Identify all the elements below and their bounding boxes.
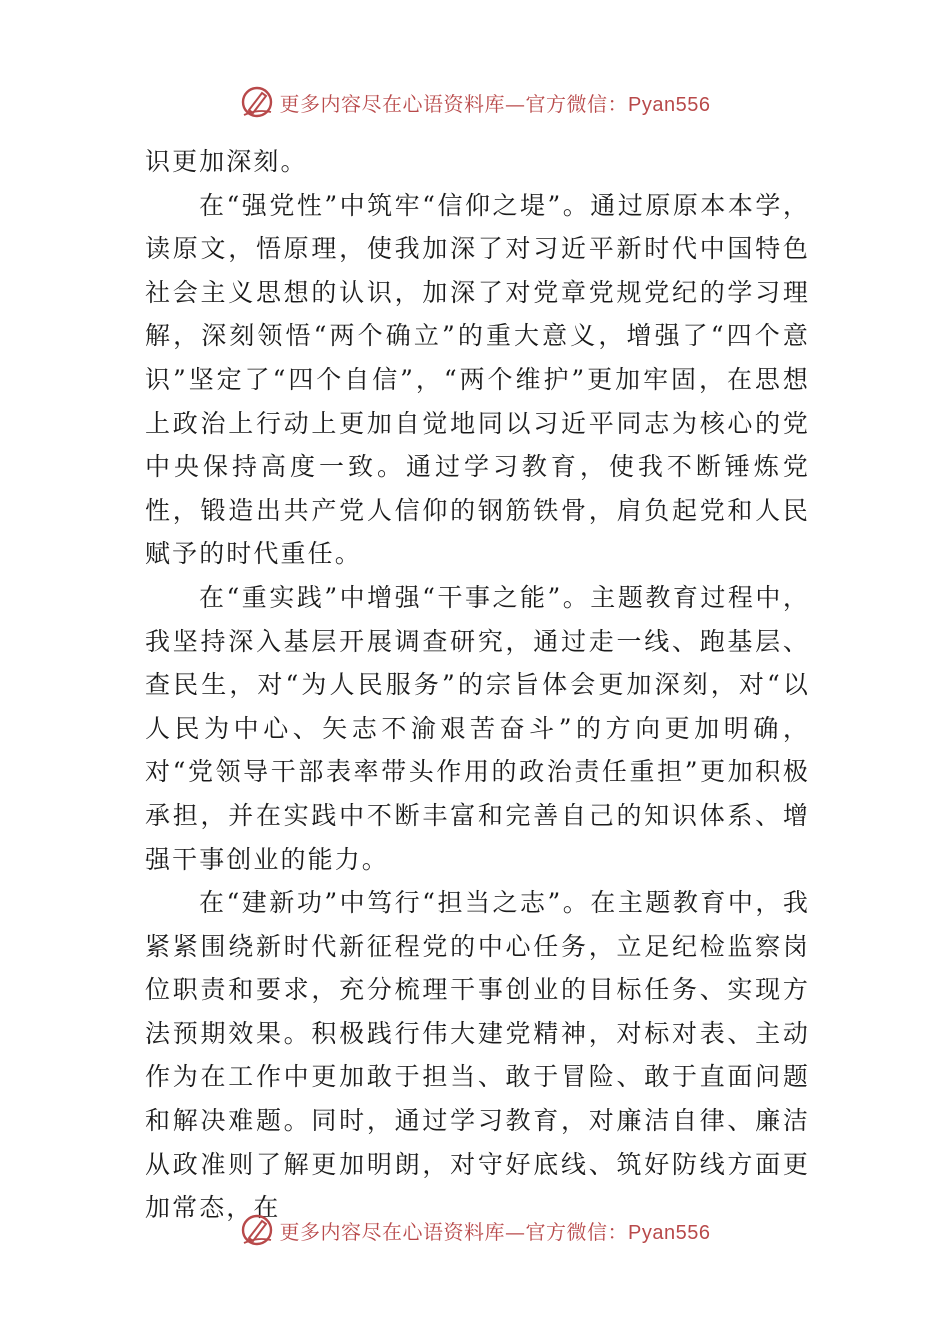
pen-circle-logo-icon — [240, 85, 274, 119]
footer-watermark-banner — [0, 1210, 950, 1250]
watermark-text — [280, 1216, 711, 1245]
paragraph-continuation: 识更加深刻。 — [145, 147, 308, 176]
paragraph-build-new-merit: 在“建新功”中笃行“担当之志”。在主题教育中，我紧紧围绕新时代新征程党的中心任务，立足纪检监察岗位职责和要求，充分梳理干事创业的目标任务、实现方法预期效果。积极践行伟大建党精神，对标对表、主动作为在工作中更加敢于担当、敢于冒险、敢于直面问题和解决难题。同时，通过学习教育，对廉洁自律、廉洁从政准则了解更加明朗，对守好底线、筑好防线方面更加常态，在 — [145, 888, 810, 1223]
watermark-main-text: 更多内容尽在心语资料库—官方微信： — [279, 1219, 629, 1244]
watermark-wechat-id: Pyan556 — [628, 1221, 711, 1244]
header-watermark-banner — [0, 82, 950, 122]
paragraph-strengthen-party-spirit: 在“强党性”中筑牢“信仰之堤”。通过原原本本学，读原文，悟原理，使我加深了对习近平新时代中国特色社会主义思想的认识，加深了对党章党规党纪的学习理解，深刻领悟“两个确立”的重大意义，增强了“四个意识”坚定了“四个自信”，“两个维护”更加牢固，在思想上政治上行动上更加自觉地同以习近平同志为核心的党中央保持高度一致。通过学习教育，使我不断锤炼党性，锻造出共产党人信仰的钢筋铁骨，肩负起党和人民赋予的时代重任。 — [145, 190, 810, 569]
watermark-main-text: 更多内容尽在心语资料库—官方微信： — [279, 91, 629, 116]
watermark-wechat-id: Pyan556 — [628, 93, 711, 116]
document-body — [145, 140, 810, 1230]
paragraph-emphasize-practice: 在“重实践”中增强“干事之能”。主题教育过程中，我坚持深入基层开展调查研究，通过走一线、跑基层、查民生，对“为人民服务”的宗旨体会更加深刻，对“以人民为中心、矢志不渝艰苦奋斗”的方向更加明确，对“党领导干部表率带头作用的政治责任重担”更加积极承担，并在实践中不断丰富和完善自己的知识体系、增强干事创业的能力。 — [145, 582, 810, 874]
watermark-text — [280, 88, 711, 117]
pen-circle-logo-icon — [240, 1213, 274, 1247]
